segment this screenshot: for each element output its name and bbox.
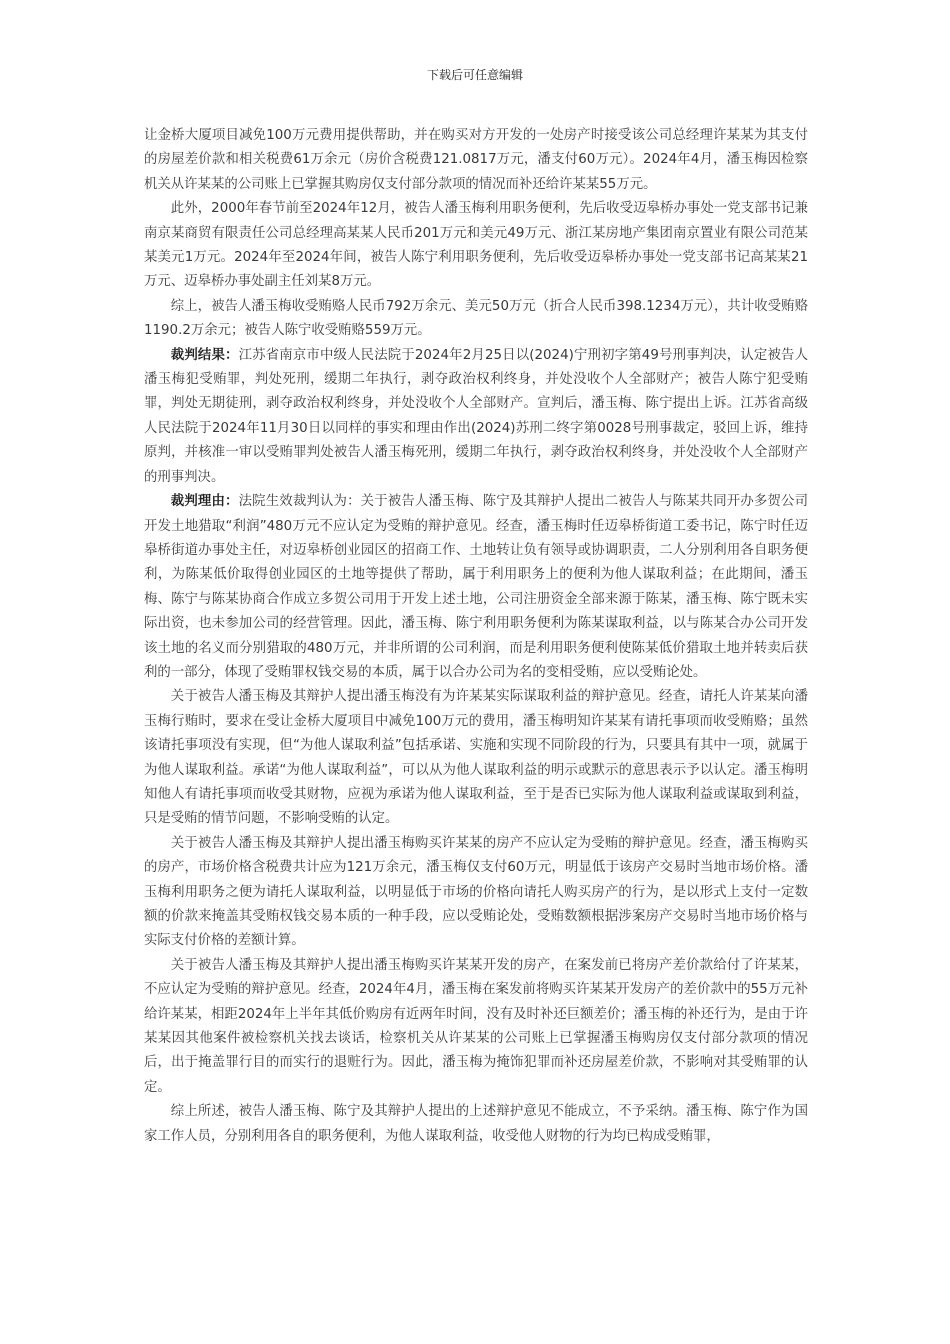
- paragraph-benefit-argument: [144, 685, 808, 831]
- paragraph-continuation: [144, 124, 808, 197]
- paragraph-summary: [144, 295, 808, 344]
- document-body: [144, 124, 808, 1149]
- paragraph-text: 此外，2000年春节前至2024年12月，被告人潘玉梅利用职务便利，先后收受迈皋桥办事处一党支部书记兼南京某商贸有限责任公司总经理高某某人民币201万元和美元49万元、浙江某房地产集团南京置业有限公司范某某美元1万元。2024年至2024年间，被告人陈宁利用职务便利，先后收受迈皋桥办事处一党支部书记高某某21万元、迈皋桥办事处副主任刘某8万元。: [144, 201, 808, 290]
- paragraph-text: 综上，被告人潘玉梅收受贿赂人民币792万余元、美元50万元（折合人民币398.1234万元），共计收受贿赂1190.2万余元；被告人陈宁收受贿赂559万元。: [144, 298, 808, 339]
- paragraph-text: 让金桥大厦项目减免100万元费用提供帮助，并在购买对方开发的一处房产时接受该公司总经理许某某为其支付的房屋差价款和相关税费61万余元（房价含税费121.0817万元，潘支付60万元）。2024年4月，潘玉梅因检察机关从许某某的公司账上已掌握其购房仅支付部分款项的情况而补还给许某某55万元。: [144, 128, 808, 192]
- paragraph-text: 关于被告人潘玉梅及其辩护人提出潘玉梅购买许某某开发的房产，在案发前已将房产差价款给付了许某某，不应认定为受贿的辩护意见。经查，2024年4月，潘玉梅在案发前将购买许某某开发房产的差价款中的55万元补给许某某，相距2024年上半年其低价购房有近两年时间，没有及时补还巨额差价；潘玉梅的补还行为，是由于许某某因其他案件被检察机关找去谈话，检察机关从许某某的公司账上已掌握潘玉梅购房仅支付部分款项的情况后，出于掩盖罪行目的而实行的退赃行为。因此，潘玉梅为掩饰犯罪而补还房屋差价款，不影响对其受贿罪的认定。: [144, 957, 808, 1095]
- paragraph-text: 综上所述，被告人潘玉梅、陈宁及其辩护人提出的上述辩护意见不能成立，不予采纳。潘玉梅、陈宁作为国家工作人员，分别利用各自的职务便利，为他人谋取利益，收受他人财物的行为均已构成受贿罪，: [144, 1104, 808, 1144]
- paragraph-judgment-reason: [144, 490, 808, 685]
- paragraph-text: 法院生效裁判认为：关于被告人潘玉梅、陈宁及其辩护人提出二被告人与陈某共同开办多贺公司开发土地猎取“利润”480万元不应认定为受贿的辩护意见。经查，潘玉梅时任迈皋桥街道工委书记，陈宁时任迈皋桥街道办事处主任，对迈皋桥创业园区的招商工作、土地转让负有领导或协调职责，二人分别利用各自职务便利，为陈某低价取得创业园区的土地等提供了帮助，属于利用职务上的便利为他人谋取利益；在此期间，潘玉梅、陈宁与陈某协商合作成立多贺公司用于开发上述土地，公司注册资金全部来源于陈某，潘玉梅、陈宁既未实际出资，也未参加公司的经营管理。因此，潘玉梅、陈宁利用职务便利为陈某谋取利益，以与陈某合办公司开发该土地的名义而分别猎取的480万元，并非所谓的公司利润，而是利用职务便利使陈某低价猎取土地并转卖后获利的一部分，体现了受贿罪权钱交易的本质，属于以合办公司为名的变相受贿，应以受贿论处。: [144, 494, 809, 680]
- page-header: 下载后可任意编辑: [426, 68, 523, 82]
- paragraph-judgment-result: [144, 344, 808, 490]
- paragraph-text: 江苏省南京市中级人民法院于2024年2月25日以(2024)宁刑初字第49号刑事判决，认定被告人潘玉梅犯受贿罪，判处死刑，缓期二年执行，剥夺政治权利终身，并处没收个人全部财产；被告人陈宁犯受贿罪，判处无期徒刑，剥夺政治权利终身，并处没收个人全部财产。宣判后，潘玉梅、陈宁提出上诉。江苏省高级人民法院于2024年11月30日以同样的事实和理由作出(2024)苏刑二终字第0028号刑事裁定，驳回上诉，维持原判，并核准一审以受贿罪判处被告人潘玉梅死刑，缓期二年执行，剥夺政治权利终身，并处没收个人全部财产的刑事判决。: [144, 347, 809, 485]
- paragraph-text: 关于被告人潘玉梅及其辩护人提出潘玉梅购买许某某的房产不应认定为受贿的辩护意见。经查，潘玉梅购买的房产，市场价格含税费共计应为121万余元，潘玉梅仅支付60万元，明显低于该房产交易时当地市场价格。潘玉梅利用职务之便为请托人谋取利益，以明显低于市场的价格向请托人购买房产的行为，是以形式上支付一定数额的价款来掩盖其受贿权钱交易本质的一种手段，应以受贿论处，受贿数额根据涉案房产交易时当地市场价格与实际支付价格的差额计算。: [144, 835, 808, 949]
- paragraph-repayment-argument: [144, 954, 808, 1100]
- paragraph-property-argument: [144, 832, 808, 954]
- paragraph-text: 关于被告人潘玉梅及其辩护人提出潘玉梅没有为许某某实际谋取利益的辩护意见。经查，请托人许某某向潘玉梅行贿时，要求在受让金桥大厦项目中减免100万元的费用，潘玉梅明知许某某有请托事项而收受贿赂；虽然该请托事项没有实现，但“为他人谋取利益”包括承诺、实施和实现不同阶段的行为，只要具有其中一项，就属于为他人谋取利益。承诺“为他人谋取利益”，可以从为他人谋取利益的明示或默示的意思表示予以认定。潘玉梅明知他人有请托事项而收受其财物，应视为承诺为他人谋取利益，至于是否已实际为他人谋取利益或谋取到利益，只是受贿的情节问题，不影响受贿的认定。: [144, 689, 808, 827]
- paragraph-other-bribes: [144, 197, 808, 295]
- paragraph-conclusion: [144, 1100, 808, 1149]
- section-label-judgment-result: 裁判结果：: [170, 347, 239, 363]
- section-label-judgment-reason: 裁判理由：: [170, 494, 239, 510]
